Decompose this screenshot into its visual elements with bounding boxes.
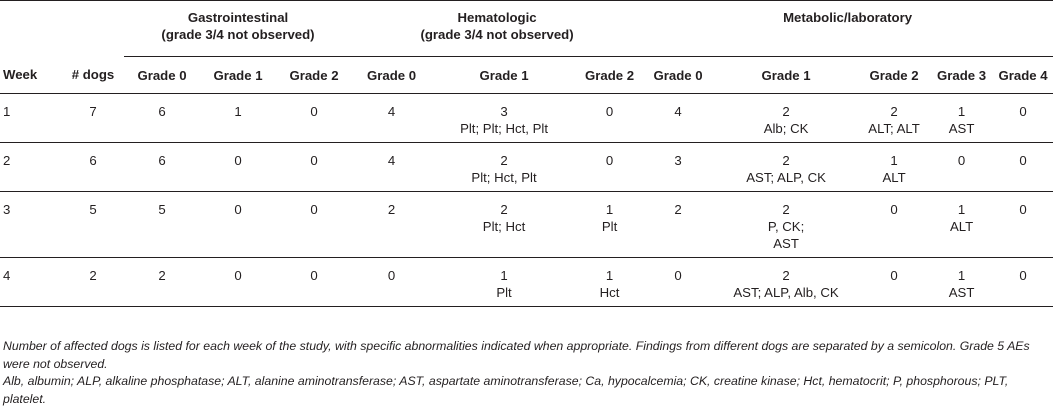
cell-detail: Plt; Plt; Hct, Plt <box>460 121 548 136</box>
table-cell <box>577 143 642 192</box>
cell-value: 6 <box>89 153 97 168</box>
table-cell <box>431 94 577 143</box>
cell-value: 1 <box>957 104 966 119</box>
cell-value: 7 <box>89 104 97 119</box>
cell-value: 3 <box>3 202 11 217</box>
table-cell <box>124 258 200 307</box>
table-cell <box>276 143 352 192</box>
cell-value: 4 <box>387 153 396 168</box>
table-cell <box>993 192 1053 258</box>
column-header: Grade 2 <box>577 57 642 94</box>
cell-value: 3 <box>674 153 682 168</box>
table-cell <box>62 94 124 143</box>
cell-detail: Hct <box>599 285 620 300</box>
cell-value: 2 <box>500 202 508 217</box>
table-row <box>0 143 1053 192</box>
cell-value: 1 <box>890 153 898 168</box>
cell-value: 2 <box>782 202 790 217</box>
cell-detail: AST; ALP, CK <box>746 170 826 185</box>
column-header: Grade 2 <box>858 57 930 94</box>
table-cell <box>930 258 993 307</box>
table-cell <box>642 94 714 143</box>
cell-detail: ALT; ALT <box>868 121 920 136</box>
table-cell <box>714 143 858 192</box>
cell-value: 4 <box>674 104 682 119</box>
table-cell <box>0 192 62 258</box>
table-cell <box>352 94 431 143</box>
cell-detail: Alb; CK <box>763 121 809 136</box>
cell-value: 0 <box>234 202 242 217</box>
cell-value: 0 <box>674 268 682 283</box>
table-cell <box>858 143 930 192</box>
table-cell <box>930 94 993 143</box>
cell-value: 1 <box>957 202 966 217</box>
cell-value: 5 <box>89 202 97 217</box>
table-cell <box>431 143 577 192</box>
table-cell <box>0 258 62 307</box>
table-cell <box>642 258 714 307</box>
cell-value: 1 <box>500 268 508 283</box>
cell-value: 2 <box>89 268 97 283</box>
table-cell <box>276 258 352 307</box>
column-header: Grade 1 <box>714 57 858 94</box>
table-cell <box>642 192 714 258</box>
table-row <box>0 192 1053 258</box>
column-header: Grade 0 <box>124 57 200 94</box>
table-cell <box>200 192 276 258</box>
table-cell <box>276 192 352 258</box>
cell-value: 6 <box>158 153 166 168</box>
cell-detail: P, CK; <box>767 219 805 234</box>
cell-detail: ALT <box>949 219 974 234</box>
table-body <box>0 94 1053 307</box>
table-cell <box>577 192 642 258</box>
cell-value: 1 <box>605 202 614 217</box>
cell-value: 4 <box>3 268 11 283</box>
column-header: Week <box>0 57 62 94</box>
table-cell <box>200 94 276 143</box>
cell-detail: ALT <box>882 170 906 185</box>
cell-value: 2 <box>782 268 790 283</box>
cell-value: 1 <box>234 104 242 119</box>
cell-value: 0 <box>890 268 898 283</box>
table-cell <box>930 143 993 192</box>
cell-detail: AST <box>948 121 975 136</box>
table-cell <box>200 143 276 192</box>
table-cell <box>352 143 431 192</box>
cell-value: 0 <box>1019 202 1027 217</box>
column-header: # dogs <box>62 57 124 94</box>
table-cell <box>124 143 200 192</box>
table-cell <box>714 258 858 307</box>
table-cell <box>993 94 1053 143</box>
table-cell <box>124 94 200 143</box>
cell-value: 0 <box>957 153 966 168</box>
cell-value: 0 <box>890 202 898 217</box>
cell-value: 6 <box>158 104 166 119</box>
table-cell <box>577 94 642 143</box>
cell-value: 1 <box>957 268 966 283</box>
cell-value: 0 <box>605 104 614 119</box>
cell-detail: AST; ALP, Alb, CK <box>733 285 839 300</box>
cell-value: 2 <box>500 153 508 168</box>
table-cell <box>993 143 1053 192</box>
cell-value: 0 <box>387 268 396 283</box>
cell-value: 2 <box>782 153 790 168</box>
table-cell <box>858 94 930 143</box>
cell-value: 5 <box>158 202 166 217</box>
cell-value: 2 <box>387 202 396 217</box>
cell-value: 2 <box>158 268 166 283</box>
table-cell <box>62 192 124 258</box>
column-header: Grade 0 <box>352 57 431 94</box>
table-cell <box>276 94 352 143</box>
cell-value: 2 <box>3 153 11 168</box>
cell-value: 0 <box>234 153 242 168</box>
table-footnotes <box>3 338 1043 408</box>
cell-value: 1 <box>605 268 614 283</box>
table-cell <box>124 192 200 258</box>
table-cell <box>858 192 930 258</box>
table-cell <box>62 143 124 192</box>
cell-value: 3 <box>500 104 508 119</box>
cell-detail: AST <box>948 285 975 300</box>
cell-detail: Plt; Hct, Plt <box>471 170 537 185</box>
table-cell <box>352 258 431 307</box>
table-cell <box>62 258 124 307</box>
cell-value: 0 <box>310 104 318 119</box>
cell-value: 2 <box>674 202 682 217</box>
column-header-row <box>0 57 1053 94</box>
cell-value: 2 <box>782 104 790 119</box>
cell-value: 1 <box>3 104 11 119</box>
table-cell <box>352 192 431 258</box>
footnote-abbreviations: Alb, albumin; ALP, alkaline phosphatase; ALT, alanine aminotransferase; AST, aspartate aminotransferase; Ca, hypocalcemia; CK, creatine kinase; Hct, hematocrit; P, phosphorous; PLT, platelet. <box>3 374 1009 406</box>
cell-detail: Plt <box>496 285 512 300</box>
column-header: Grade 3 <box>930 57 993 94</box>
table-cell <box>714 94 858 143</box>
column-header: Grade 2 <box>276 57 352 94</box>
column-header: Grade 1 <box>431 57 577 94</box>
cell-value: 4 <box>387 104 396 119</box>
group-header-gastrointestinal: Gastrointestinal (grade 3/4 not observed) <box>124 1 352 57</box>
column-header: Grade 0 <box>642 57 714 94</box>
group-header-hematologic: Hematologic (grade 3/4 not observed) <box>352 1 642 57</box>
cell-value: 0 <box>310 202 318 217</box>
table-cell <box>0 143 62 192</box>
column-header: Grade 4 <box>993 57 1053 94</box>
table-cell <box>993 258 1053 307</box>
cell-value: 2 <box>890 104 898 119</box>
cell-value: 0 <box>1019 268 1027 283</box>
cell-detail: Plt; Hct <box>482 219 526 234</box>
group-header-row <box>0 1 1053 57</box>
table-cell <box>858 258 930 307</box>
table-row <box>0 94 1053 143</box>
cell-value: 0 <box>310 268 318 283</box>
cell-value: 0 <box>234 268 242 283</box>
table-cell <box>642 143 714 192</box>
cell-detail: AST <box>773 236 799 251</box>
table-cell <box>431 192 577 258</box>
footnote-description: Number of affected dogs is listed for each week of the study, with specific abnormalities indicated when appropriate. Findings from different dogs are separated by a semicolon. Grade 5 AEs were not observed. <box>3 339 1030 371</box>
cell-value: 0 <box>310 153 318 168</box>
cell-value: 0 <box>1019 104 1027 119</box>
table-cell <box>714 192 858 258</box>
table-cell <box>577 258 642 307</box>
table-row <box>0 258 1053 307</box>
group-header-metabolic: Metabolic/laboratory <box>642 1 1053 57</box>
table-cell <box>930 192 993 258</box>
table-cell <box>0 94 62 143</box>
table-cell <box>200 258 276 307</box>
column-header: Grade 1 <box>200 57 276 94</box>
cell-detail: Plt <box>601 219 618 234</box>
cell-value: 0 <box>605 153 614 168</box>
cell-value: 0 <box>1019 153 1027 168</box>
table-cell <box>431 258 577 307</box>
